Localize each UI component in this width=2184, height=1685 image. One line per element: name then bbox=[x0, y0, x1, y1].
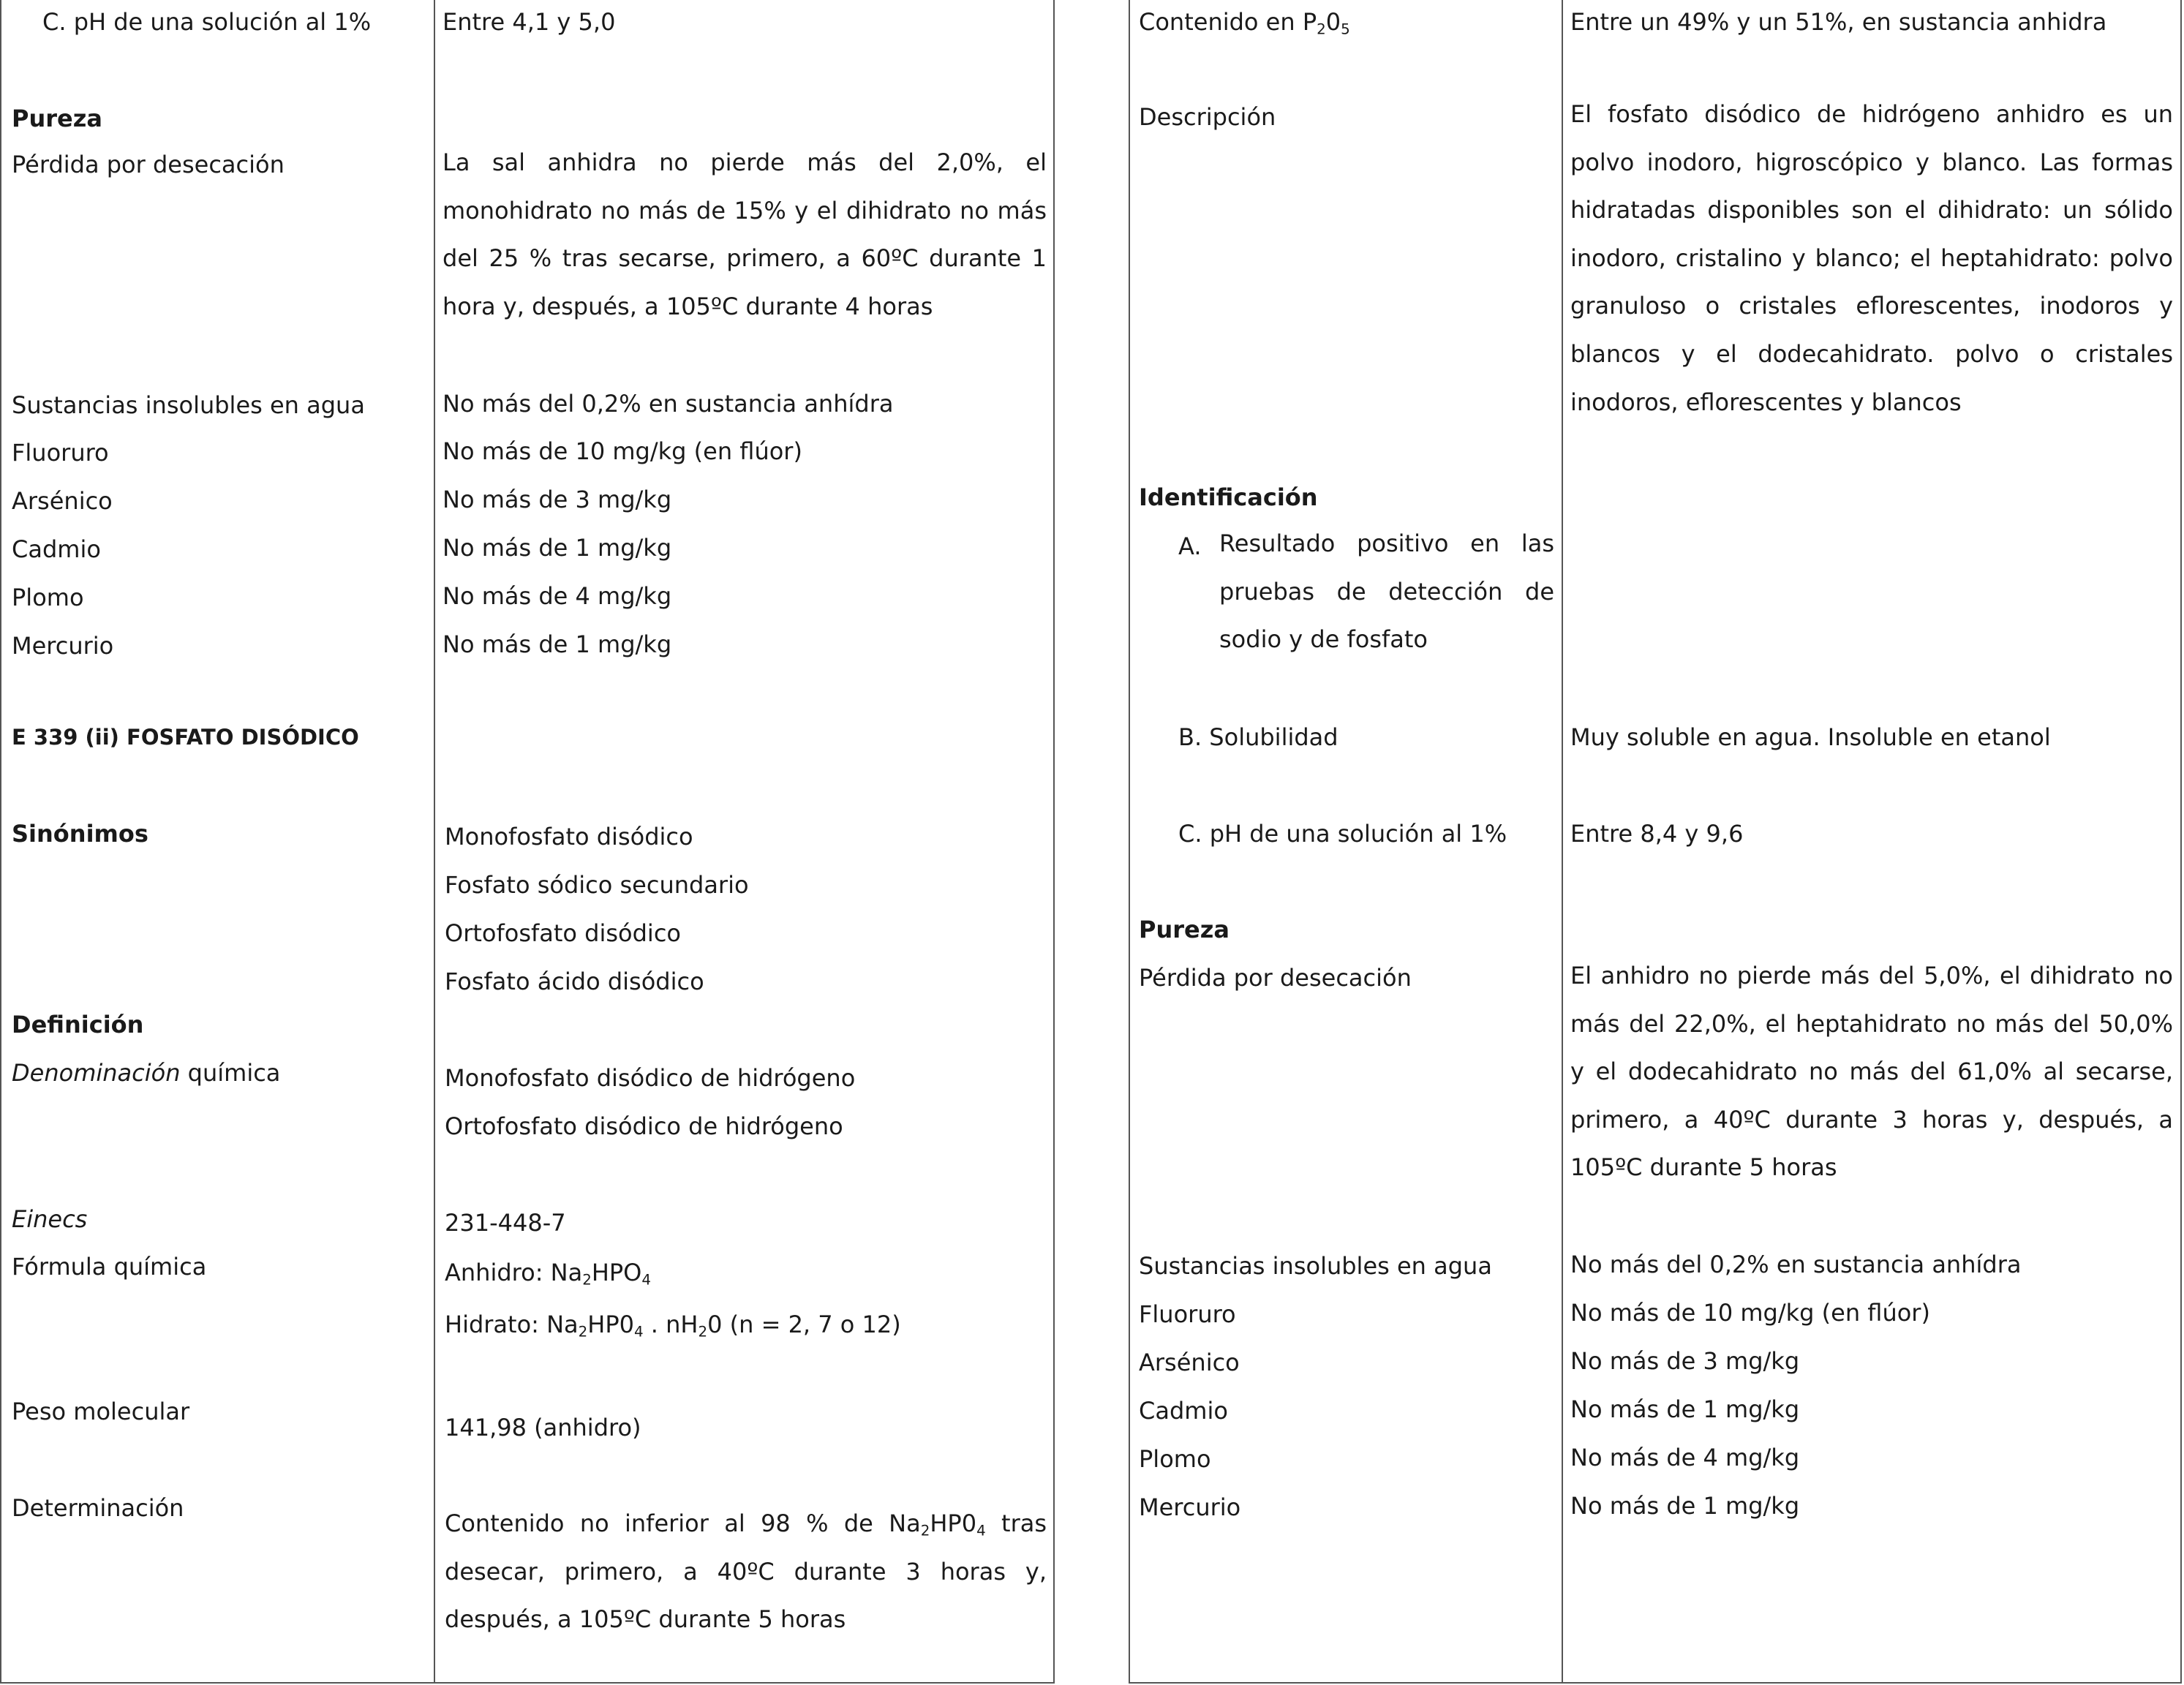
limit-value: No más de 1 mg/kg bbox=[443, 630, 672, 658]
ident-a-label: A. bbox=[1178, 532, 1202, 560]
denominacion-label bbox=[12, 1058, 280, 1087]
limit-label: Fluoruro bbox=[12, 439, 109, 467]
limit-label: Sustancias insolubles en agua bbox=[1139, 1252, 1492, 1280]
sinonimo-item: Monofosfato disódico bbox=[445, 823, 693, 851]
formula-subscript: 2 bbox=[578, 1323, 588, 1341]
formula-anhidro bbox=[445, 1258, 651, 1287]
denominacion-label-italic: Denominación bbox=[12, 1059, 181, 1087]
determinacion-value bbox=[445, 1500, 1047, 1644]
ident-a-text: Resultado positivo en las pruebas de detección de sodio y de fosfato bbox=[1219, 529, 1554, 654]
ident-c-value: Entre 8,4 y 9,6 bbox=[1570, 820, 1744, 848]
limit-label: Plomo bbox=[1139, 1445, 1211, 1473]
determinacion-part: tras desecar, primero, a 40ºC durante 3 horas y, después, a 105ºC durante 5 horas bbox=[445, 1509, 1047, 1634]
limit-value: No más de 1 mg/kg bbox=[1570, 1492, 1800, 1520]
formula-subscript: 4 bbox=[634, 1323, 644, 1341]
contenido-label bbox=[1139, 7, 1350, 37]
formula-subscript: 2 bbox=[582, 1271, 592, 1289]
pureza-heading: Pureza bbox=[1139, 916, 1230, 943]
limit-label: Sustancias insolubles en agua bbox=[12, 391, 365, 419]
ph-label: C. pH de una solución al 1% bbox=[42, 8, 372, 36]
sinonimos-heading: Sinónimos bbox=[12, 820, 148, 848]
ident-b-label: B. Solubilidad bbox=[1178, 723, 1338, 751]
descripcion-value: El fosfato disódico de hidrógeno anhidro es un polvo inodoro, higroscópico y blanco. Las formas hidratadas disponibles son el dihidrato: un sólido inodoro, cristalino y blanco; el heptahidrato: polvo granuloso o cristales eflorescentes, inodoros y blancos y el dodecahidrato. polvo o cristales inodoros, eflorescentes y blancos bbox=[1570, 100, 2173, 416]
formula-hidrato bbox=[445, 1310, 901, 1339]
limit-label: Arsénico bbox=[12, 487, 113, 515]
column-divider bbox=[434, 0, 435, 1682]
limit-value: No más de 1 mg/kg bbox=[1570, 1395, 1800, 1423]
limit-value: No más de 10 mg/kg (en flúor) bbox=[1570, 1299, 1930, 1327]
right-spec-table bbox=[1129, 0, 2182, 1684]
contenido-part: 0 bbox=[1325, 8, 1341, 36]
perdida-label: Pérdida por desecación bbox=[1139, 964, 1412, 992]
formula-part: HPO bbox=[591, 1259, 642, 1286]
limit-label: Cadmio bbox=[1139, 1397, 1228, 1425]
left-spec-table bbox=[0, 0, 1055, 1684]
einecs-value: 231-448-7 bbox=[445, 1209, 566, 1237]
denominacion-value: Monofosfato disódico de hidrógeno bbox=[445, 1064, 856, 1092]
denominacion-value: Ortofosfato disódico de hidrógeno bbox=[445, 1112, 843, 1140]
perdida-value: La sal anhidra no pierde más del 2,0%, el monohidrato no más de 15% y el dihidrato no más del 25 % tras secarse, primero, a 60ºC durante 1 hora y, después, a 105ºC durante 4 horas bbox=[443, 148, 1047, 320]
formula-part: HP0 bbox=[587, 1311, 634, 1338]
section-title: E 339 (ii) FOSFATO DISÓDICO bbox=[12, 725, 359, 750]
limit-label: Plomo bbox=[12, 584, 84, 611]
contenido-subscript: 2 bbox=[1317, 20, 1326, 38]
formula-part: 0 (n = 2, 7 o 12) bbox=[707, 1311, 901, 1338]
limit-value: No más de 3 mg/kg bbox=[1570, 1347, 1800, 1375]
definicion-heading: Definición bbox=[12, 1011, 144, 1038]
contenido-value: Entre un 49% y un 51%, en sustancia anhidra bbox=[1570, 8, 2107, 36]
limit-label: Cadmio bbox=[12, 535, 101, 563]
limit-value: No más de 4 mg/kg bbox=[443, 582, 672, 610]
limit-value: No más del 0,2% en sustancia anhídra bbox=[1570, 1251, 2022, 1278]
determinacion-part: HP0 bbox=[930, 1509, 977, 1537]
peso-label: Peso molecular bbox=[12, 1398, 190, 1425]
determinacion-label: Determinación bbox=[12, 1494, 184, 1522]
perdida-value: El anhidro no pierde más del 5,0%, el dihidrato no más del 22,0%, el heptahidrato no más del 50,0% y el dodecahidrato no más del 61,0% al secarse, primero, a 40ºC durante 3 horas y, después, a 105ºC durante 5 horas bbox=[1570, 962, 2173, 1182]
ph-value: Entre 4,1 y 5,0 bbox=[443, 8, 616, 36]
determinacion-subscript: 2 bbox=[920, 1522, 930, 1539]
limit-value: No más de 1 mg/kg bbox=[443, 534, 672, 562]
formula-part: . nH bbox=[643, 1311, 698, 1338]
formula-subscript: 2 bbox=[698, 1323, 708, 1341]
determinacion-subscript: 4 bbox=[976, 1522, 986, 1539]
limit-value: No más del 0,2% en sustancia anhídra bbox=[443, 390, 894, 418]
denominacion-label-rest: química bbox=[180, 1059, 281, 1087]
column-divider bbox=[1562, 0, 1563, 1682]
limit-label: Mercurio bbox=[12, 632, 114, 660]
sinonimo-item: Ortofosfato disódico bbox=[445, 919, 681, 947]
ident-b-value: Muy soluble en agua. Insoluble en etanol bbox=[1570, 723, 2051, 751]
ident-c-label: C. pH de una solución al 1% bbox=[1178, 820, 1507, 848]
formula-part: Anhidro: Na bbox=[445, 1259, 583, 1286]
limit-label: Fluoruro bbox=[1139, 1300, 1236, 1328]
identificacion-heading: Identificación bbox=[1139, 483, 1318, 511]
contenido-subscript: 5 bbox=[1341, 20, 1350, 38]
limit-value: No más de 3 mg/kg bbox=[443, 486, 672, 513]
pureza-heading: Pureza bbox=[12, 105, 102, 132]
formula-subscript: 4 bbox=[641, 1271, 651, 1289]
limit-label: Arsénico bbox=[1139, 1349, 1240, 1376]
formula-label: Fórmula química bbox=[12, 1253, 207, 1281]
sinonimo-item: Fosfato sódico secundario bbox=[445, 871, 749, 899]
limit-label: Mercurio bbox=[1139, 1493, 1241, 1521]
peso-value: 141,98 (anhidro) bbox=[445, 1414, 641, 1441]
limit-value: No más de 4 mg/kg bbox=[1570, 1444, 1800, 1471]
descripcion-label: Descripción bbox=[1139, 103, 1276, 131]
limit-value: No más de 10 mg/kg (en flúor) bbox=[443, 437, 802, 465]
contenido-part: Contenido en P bbox=[1139, 8, 1317, 36]
formula-part: Hidrato: Na bbox=[445, 1311, 579, 1338]
perdida-label: Pérdida por desecación bbox=[12, 151, 285, 178]
einecs-label: Einecs bbox=[12, 1205, 88, 1233]
determinacion-part: Contenido no inferior al 98 % de Na bbox=[445, 1509, 921, 1537]
sinonimo-item: Fosfato ácido disódico bbox=[445, 968, 704, 995]
